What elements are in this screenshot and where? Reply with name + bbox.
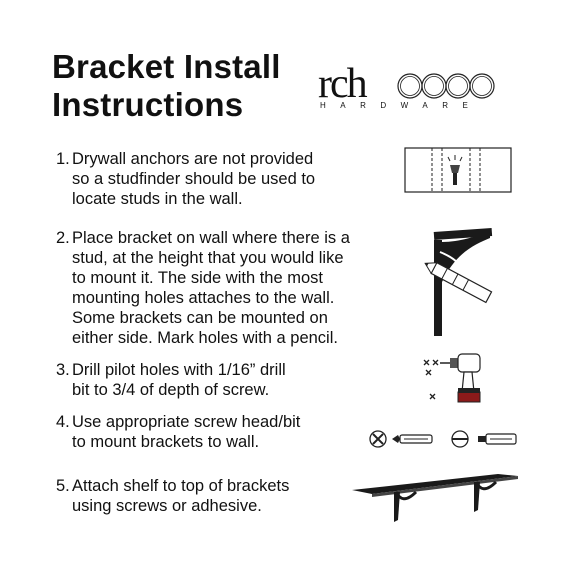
step-line: locate studs in the wall. — [72, 190, 243, 208]
bracket-pencil-icon — [420, 226, 498, 338]
logo-text: rch — [318, 61, 366, 107]
screw-heads-icon — [368, 428, 518, 450]
step-line: Attach shelf to top of brackets — [72, 477, 290, 495]
step-line: Some brackets can be mounted on — [72, 309, 328, 327]
step-number: 5. — [56, 477, 70, 495]
step-line: either side. Mark holes with a pencil. — [72, 329, 338, 347]
drill-icon — [420, 350, 486, 408]
title-line-1: Bracket Install — [52, 48, 281, 85]
brand-logo — [318, 62, 518, 114]
step-line: to mount brackets to wall. — [72, 433, 260, 451]
step-line: stud, at the height that you would like — [72, 249, 344, 267]
title-line-2: Instructions — [52, 86, 244, 123]
shelf-icon — [350, 470, 520, 526]
step-line: bit to 3/4 of depth of screw. — [72, 381, 270, 399]
logo-rings-icon — [396, 70, 508, 102]
step-line: mounting holes attaches to the wall. — [72, 289, 335, 307]
step-line: Drywall anchors are not provided — [72, 150, 314, 168]
step-number: 2. — [56, 229, 70, 247]
step-number: 4. — [56, 413, 70, 431]
step-number: 1. — [56, 150, 70, 168]
studfinder-icon — [404, 147, 512, 193]
step-line: Place bracket on wall where there is a — [72, 229, 350, 247]
logo-subtitle: HARDWARE — [320, 101, 483, 110]
step-line: Drill pilot holes with 1/16” drill — [72, 361, 286, 379]
step-line: using screws or adhesive. — [72, 497, 262, 515]
step-line: so a studfinder should be used to — [72, 170, 316, 188]
step-line: Use appropriate screw head/bit — [72, 413, 301, 431]
step-number: 3. — [56, 361, 70, 379]
step-line: to mount it. The side with the most — [72, 269, 323, 287]
page-title — [52, 48, 281, 124]
